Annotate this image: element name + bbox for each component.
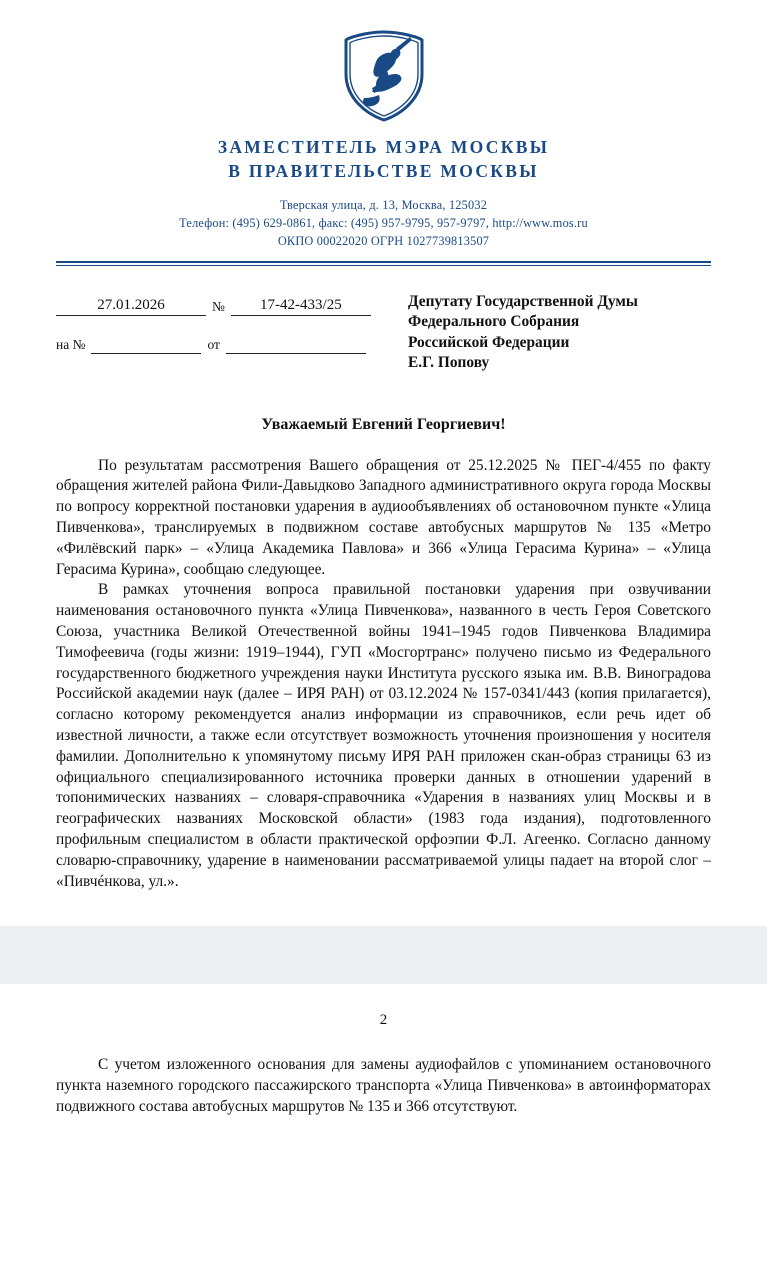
letter-meta-fields: [56, 292, 396, 354]
addressee-line-2: Федерального Собрания: [408, 313, 580, 331]
body-paragraph-2: В рамках уточнения вопроса правильной постановки ударения при озвучивании наименования остановочного пункта «Улица Пивченкова», названного в честь Героя Советского Союза, участника Великой Отечественной войны 1941–1945 годов Пивченкова Владимира Тимофеевича (годы жизни: 1919–1944), ГУП «Мосгортранс» получено письмо из Федерального государственного бюджетного учреждения науки Института русского языка им. В.В. Виноградова Российской академии наук (далее – ИРЯ РАН) от 03.12.2024 № 157-0341/443 (копия прилагается), согласно которому рекомендуется анализ информации из справочников, если речь идет об известной личности, а также если отсутствует возможность уточнения произношения у носителя фамилии. Дополнительно к упомянутому письму ИРЯ РАН приложен скан-образ страницы 63 из официального специализированного источника проверки данных в отношении ударений в топонимических названиях – словаря-справочника «Ударения в названиях улиц Москвы и в географических названиях Московской области» (1983 года издания), подготовленного профильным специалистом в области практической орфоэпии Ф.Л. Агеенко. Согласно данному словарю-справочнику, ударение в наименовании рассматриваемой улицы падает на второй слог – «Пивчéнкова, ул.».: [56, 581, 711, 890]
addressee-line-4: Е.Г. Попову: [408, 354, 490, 372]
page-number: 2: [379, 1012, 388, 1029]
letter-number-value: 17-42-433/25: [231, 297, 371, 316]
letterhead-line-1: ЗАМЕСТИТЕЛЬ МЭРА МОСКВЫ: [217, 137, 550, 157]
letter-body-continued: [56, 1055, 711, 1117]
addressee-line-3: Российской Федерации: [408, 333, 570, 351]
letter-reference-row: [56, 330, 396, 354]
letter-from-label: от: [207, 336, 220, 352]
letterhead-address: Тверская улица, д. 13, Москва, 125032: [279, 198, 488, 213]
salutation: Уважаемый Евгений Георгиевич!: [261, 415, 506, 433]
letter-date-row: [56, 292, 396, 316]
body-paragraph-3: С учетом изложенного основания для замены аудиофайлов с упоминанием остановочного пункта наземного городского пассажирского транспорта «Улица Пивченкова» в автоинформаторах подвижного состава автобусных маршрутов № 135 и 366 отсутствуют.: [56, 1056, 711, 1115]
emblem-container: [0, 0, 767, 122]
header-divider: [56, 261, 711, 266]
letter-on-number-label: на №: [56, 336, 86, 352]
letter-date-value: 27.01.2026: [56, 297, 206, 316]
letter-on-number-value: [91, 352, 201, 354]
document-page-2: [0, 984, 767, 1127]
page-separator: [0, 926, 767, 984]
moscow-coat-of-arms-st-george-icon: [342, 30, 426, 122]
letter-body: [56, 456, 711, 893]
letterhead-line-2: В ПРАВИТЕЛЬСТВЕ МОСКВЫ: [228, 160, 539, 181]
body-paragraph-1: По результатам рассмотрения Вашего обращения от 25.12.2025 № ПЕГ-4/455 по факту обращения жителей района Фили-Давыдково Западного административного округа города Москвы по вопросу корректной постановки ударения в аудиообъявлениях об остановочном пункте «Улица Пивченкова», транслируемых в подвижном составе автобусных маршрутов № 135 «Метро «Филёвский парк» – «Улица Академика Павлова» и 366 «Улица Герасима Курина» – «Улица Герасима Курина», сообщаю следующее.: [56, 456, 711, 578]
addressee-line-1: Депутату Государственной Думы: [408, 292, 638, 310]
letterhead: [0, 136, 767, 251]
letterhead-codes: ОКПО 00022020 ОГРН 1027739813507: [277, 233, 490, 248]
letterhead-contacts: Телефон: (495) 629-0861, факс: (495) 957-9795, 957-9797, http://www.mos.ru: [179, 216, 588, 231]
addressee-block: [396, 292, 711, 374]
letter-number-label: №: [212, 298, 225, 314]
letter-meta: [56, 292, 711, 374]
letter-from-value: [226, 352, 366, 354]
